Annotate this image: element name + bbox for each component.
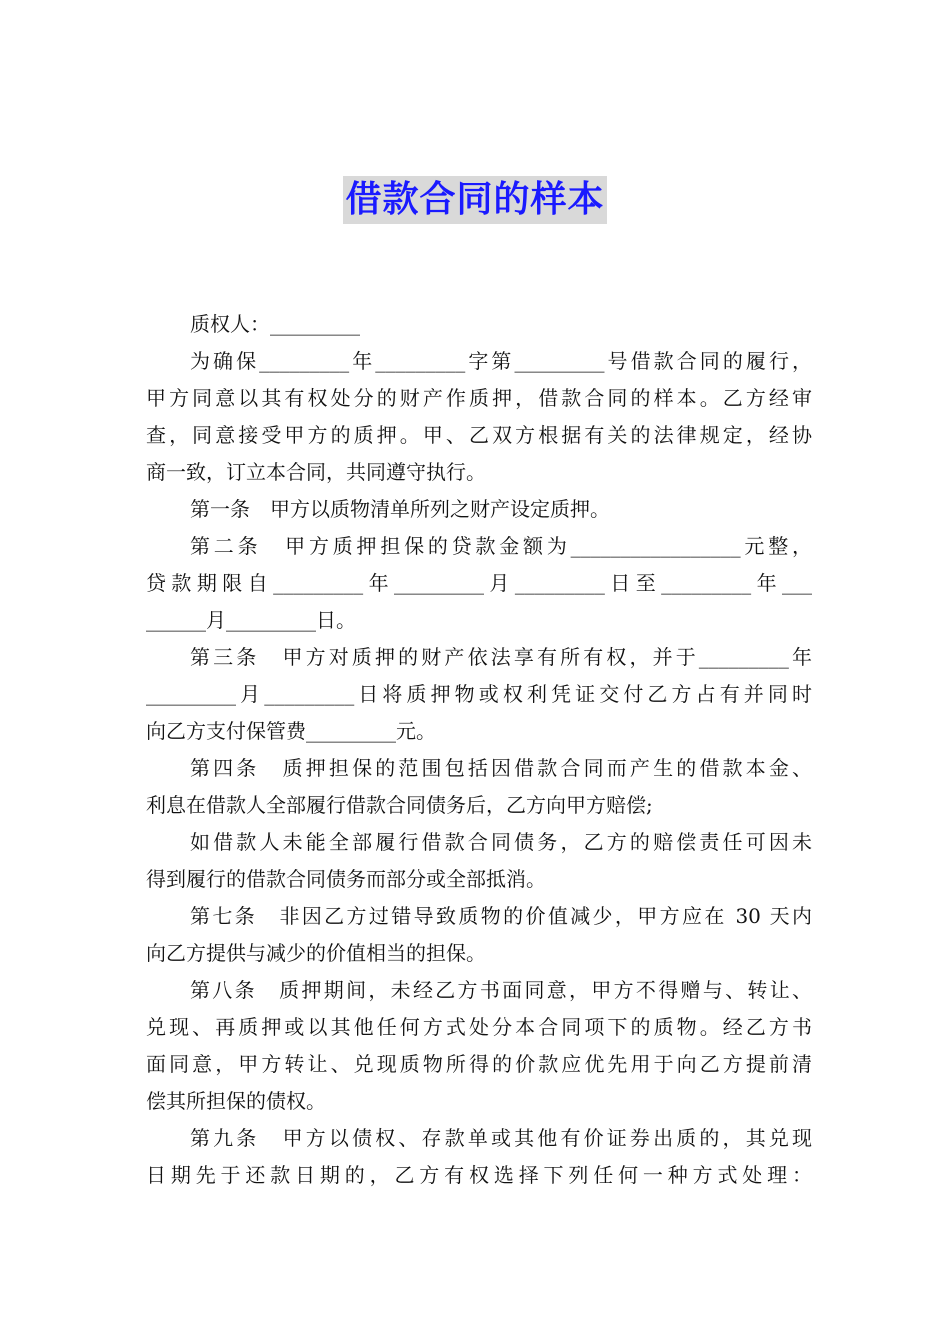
paragraph-line: 贷款期限自_________年_________月_________日至_________年___ (146, 571, 812, 595)
paragraph-line: 日期先于还款日期的，乙方有权选择下列任何一种方式处理： (146, 1163, 812, 1187)
paragraph-line: 向乙方提供与减少的价值相当的担保。 (146, 941, 486, 965)
paragraph-line: 为确保_________年_________字第_________号借款合同的履行， (190, 349, 812, 373)
paragraph-line: 第四条 质押担保的范围包括因借款合同而产生的借款本金、 (190, 756, 812, 780)
title-container (0, 176, 950, 224)
paragraph-line: ______月_________日。 (146, 608, 356, 632)
paragraph-line: 第一条 甲方以质物清单所列之财产设定质押。 (190, 497, 610, 521)
paragraph-line: 质权人：_________ (190, 312, 360, 336)
paragraph-line: 第三条 甲方对质押的财产依法享有所有权，并于_________年 (190, 645, 812, 669)
paragraph-line: 第二条 甲方质押担保的贷款金额为_________________元整， (190, 534, 812, 558)
paragraph-line: 得到履行的借款合同债务而部分或全部抵消。 (146, 867, 546, 891)
paragraph-line: 偿其所担保的债权。 (146, 1089, 326, 1113)
paragraph-line: _________月_________日将质押物或权利凭证交付乙方占有并同时 (146, 682, 812, 706)
paragraph-line: 向乙方支付保管费_________元。 (146, 719, 436, 743)
paragraph-line: 第八条 质押期间，未经乙方书面同意，甲方不得赠与、转让、 (190, 978, 812, 1002)
paragraph-line: 面同意，甲方转让、兑现质物所得的价款应优先用于向乙方提前清 (146, 1052, 812, 1076)
paragraph-line: 第七条 非因乙方过错导致质物的价值减少，甲方应在 30 天内 (190, 904, 812, 928)
paragraph-line: 第九条 甲方以债权、存款单或其他有价证券出质的，其兑现 (190, 1126, 812, 1150)
paragraph-line: 查，同意接受甲方的质押。甲、乙双方根据有关的法律规定，经协 (146, 423, 812, 447)
paragraph-line: 甲方同意以其有权处分的财产作质押，借款合同的样本。乙方经审 (146, 386, 812, 410)
paragraph-line: 商一致，订立本合同，共同遵守执行。 (146, 460, 486, 484)
document-body (146, 306, 812, 1194)
paragraph-line: 如借款人未能全部履行借款合同债务，乙方的赔偿责任可因未 (190, 830, 812, 854)
paragraph-line: 兑现、再质押或以其他任何方式处分本合同项下的质物。经乙方书 (146, 1015, 812, 1039)
document-title: 借款合同的样本 (343, 176, 606, 224)
paragraph-line: 利息在借款人全部履行借款合同债务后，乙方向甲方赔偿; (146, 793, 653, 817)
